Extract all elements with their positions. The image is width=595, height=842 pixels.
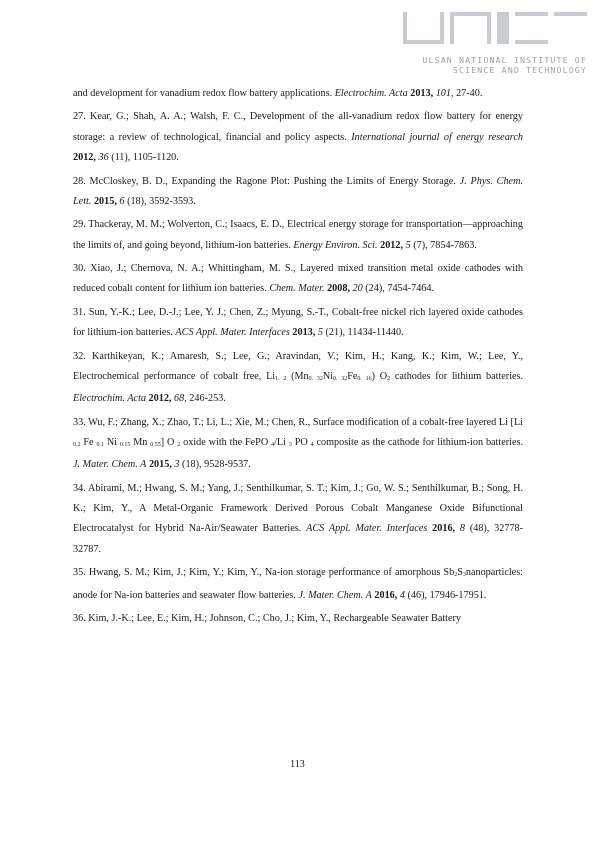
logo-letter-i	[497, 12, 509, 44]
reference-text-segment: (48), 32778-32787.	[73, 523, 524, 555]
reference-text-segment: 2	[387, 375, 391, 382]
page-number: 113	[290, 759, 305, 770]
reference-text-segment: ACS Appl. Mater. Interfaces	[175, 327, 290, 339]
reference-text-segment: 5	[405, 239, 411, 251]
reference-r28	[73, 172, 523, 213]
reference-text-segment: 30. Xiao, J.; Chernova, N. A.; Whittingham, M. S., Layered mixed transition metal oxide cathodes with reduced cobalt content for lithium ion batteries.	[73, 263, 523, 295]
reference-text-segment: 2016,	[432, 523, 456, 535]
unist-logo	[403, 12, 587, 75]
reference-r30	[73, 259, 523, 300]
reference-r34	[73, 479, 523, 560]
reference-text-segment: J. Mater. Chem. A	[298, 589, 372, 601]
reference-text-segment: 5	[317, 327, 323, 339]
reference-text-segment: Ni	[103, 437, 120, 449]
reference-text-segment: and development for vanadium redox flow battery applications.	[73, 88, 335, 99]
reference-text-segment: (21), 11434-11440.	[322, 327, 404, 339]
reference-text-segment: 33. Wu, F.; Zhang, X.; Zhao, T.; Li, L.; Xie, M.; Chen, R., Surface modification of a cobalt-free layered Li [Li	[73, 416, 523, 428]
reference-text-segment: (Mn	[286, 370, 309, 382]
reference-text-segment: (18), 3592-3593.	[124, 195, 196, 207]
reference-text-segment: (18), 9528-9537.	[179, 459, 251, 471]
reference-text-segment: 0.2	[73, 442, 81, 449]
reference-text-segment: (7), 7854-7863.	[410, 239, 477, 251]
reference-r27	[73, 107, 523, 168]
reference-text-segment: 20	[352, 283, 363, 295]
reference-text-segment: J. Mater. Chem. A	[73, 459, 147, 471]
logo-letter-s	[515, 12, 548, 44]
reference-text-segment: J. Phys. Chem. Lett.	[73, 175, 523, 207]
reference-text-segment: 28. McCloskey, B. D., Expanding the Ragone Plot: Pushing the Limits of Energy Storage.	[73, 175, 460, 187]
reference-text-segment: 0. 32	[308, 375, 323, 382]
reference-text-segment: International journal of energy research	[351, 131, 523, 143]
reference-text-segment: 32. Karthikeyan, K.; Amaresh, S.; Lee, G.; Aravindan, V.; Kim, H.; Kang, K.; Kim, W.; Lee, Y., Electrochemical performance of cobalt free, Li	[73, 350, 523, 382]
logo-letter-u	[403, 12, 444, 44]
reference-text-segment: 2015,	[93, 195, 117, 207]
reference-text-segment: (11), 1105-1120.	[108, 152, 179, 164]
reference-text-segment: 2	[454, 572, 458, 579]
reference-text-segment: 2008,	[327, 283, 350, 295]
reference-r35	[73, 563, 523, 606]
reference-text-segment: 4	[399, 589, 405, 601]
reference-text-segment: 2016,	[374, 589, 398, 601]
reference-text-segment: 2012,	[380, 239, 404, 251]
reference-text-segment: 35. Hwang, S. M.; Kim, J.; Kim, Y.; Kim, Y., Na-ion storage performance of amorphous Sb	[73, 567, 455, 579]
reference-text-segment: 8	[459, 523, 466, 535]
logo-letter-t	[554, 12, 587, 44]
reference-text-segment: 2013,	[410, 88, 434, 99]
reference-text-segment: 2012,	[148, 393, 172, 405]
reference-text-segment: 29. Thackeray, M. M.; Wolverton, C.; Isaacs, E. D., Electrical energy storage for transportation—approaching the limits of, and going beyond, lithium-ion batteries.	[73, 219, 523, 251]
reference-text-segment: (46), 17946-17951.	[404, 589, 487, 601]
reference-text-segment: ACS Appl. Mater. Interfaces	[306, 523, 428, 535]
reference-text-segment: 101	[435, 88, 451, 99]
reference-text-segment: 0. 32	[333, 375, 348, 382]
reference-text-segment: 3	[462, 572, 466, 579]
reference-text-segment: (24), 7454-7464.	[362, 283, 435, 295]
reference-text-segment: Mn	[130, 437, 151, 449]
reference-text-segment: Ni	[322, 370, 334, 382]
reference-text-segment: 2012,	[73, 152, 96, 164]
reference-text-segment: 36	[98, 152, 109, 164]
reference-text-segment: 4	[271, 442, 275, 449]
reference-text-segment: 2015,	[148, 459, 172, 471]
reference-text-segment: 31. Sun, Y.-K.; Lee, D.-J.; Lee, Y. J.; Chen, Z.; Myung, S.-T., Cobalt-free nickel rich layered oxide cathodes for lithium-ion batteries.	[73, 306, 523, 339]
reference-text-segment: S	[457, 567, 463, 579]
reference-text-segment: 6	[119, 195, 125, 207]
logo-word-text	[403, 12, 404, 13]
reference-text-segment: Electrochim. Acta	[334, 88, 408, 99]
reference-r33	[73, 413, 523, 476]
reference-text-segment: , 246-253.	[184, 393, 226, 405]
reference-text-segment: Fe	[80, 437, 97, 449]
logo-tagline-line2: SCIENCE AND TECHNOLOGY	[452, 65, 587, 75]
reference-text-segment: oxide with the FePO	[180, 437, 272, 449]
reference-text-segment: 0.55	[150, 442, 161, 449]
reference-text-segment: composite as the cathode for lithium-ion batteries.	[313, 437, 523, 449]
reference-text-segment: 4	[310, 442, 314, 449]
reference-text-segment: 0.1	[96, 442, 104, 449]
reference-r36	[73, 609, 523, 629]
reference-list	[73, 84, 523, 632]
reference-text-segment: 36. Kim, J.-K.; Lee, E.; Kim, H.; Johnson, C.; Cho, J.; Kim, Y., Rechargeable Seawater Battery	[73, 613, 462, 624]
logo-tagline-line1: ULSAN NATIONAL INSTITUTE OF	[422, 55, 587, 65]
reference-text-segment: Fe	[347, 370, 358, 382]
logo-letter-n	[450, 12, 491, 44]
reference-text-segment: cathodes for lithium batteries.	[390, 370, 524, 382]
reference-text-segment: Energy Environ. Sci.	[293, 239, 378, 251]
reference-text-segment: , 27-40.	[450, 88, 483, 99]
reference-text-segment: 34. Abirami, M.; Hwang, S. M.; Yang, J.; Senthilkumar, S. T.; Kim, J.; Go, W. S.; Senthilkumar, B.; Song, H. K.; Kim, Y., A Metal-Organic Framework Derived Porous Cobalt Manganese Oxide Bifunctional Electrocatalyst for Hybrid Na-Air/Seawater Batteries.	[73, 482, 523, 535]
reference-text-segment: 2	[177, 442, 181, 449]
reference-r31	[73, 303, 523, 344]
reference-text-segment: 68	[174, 393, 185, 405]
reference-text-segment: 3	[174, 459, 180, 471]
logo-wordmark	[403, 12, 587, 44]
reference-text-segment: 0. 16	[357, 375, 372, 382]
reference-r32	[73, 347, 523, 410]
reference-r26	[73, 84, 523, 104]
reference-text-segment: 27. Kear, G.; Shah, A. A.; Walsh, F. C., Development of the all-vanadium redox flow battery for energy storage: a review of technological, financial and policy aspects.	[73, 111, 523, 143]
reference-text-segment: 2013,	[292, 327, 316, 339]
reference-text-segment: Chem. Mater.	[269, 283, 325, 295]
reference-text-segment: 0.15	[119, 442, 131, 449]
reference-text-segment: nanoparticles: anode for Na-ion batteries and seawater flow batteries.	[73, 567, 523, 601]
reference-text-segment: 1. 2	[275, 375, 287, 382]
reference-text-segment: Electrochim. Acta	[73, 393, 146, 405]
reference-text-segment: PO	[291, 437, 311, 449]
reference-text-segment: ] O	[160, 437, 178, 449]
reference-text-segment: 3	[288, 442, 292, 449]
reference-r29	[73, 215, 523, 256]
reference-text-segment: ) O	[371, 370, 388, 382]
reference-text-segment: /Li	[274, 437, 289, 449]
